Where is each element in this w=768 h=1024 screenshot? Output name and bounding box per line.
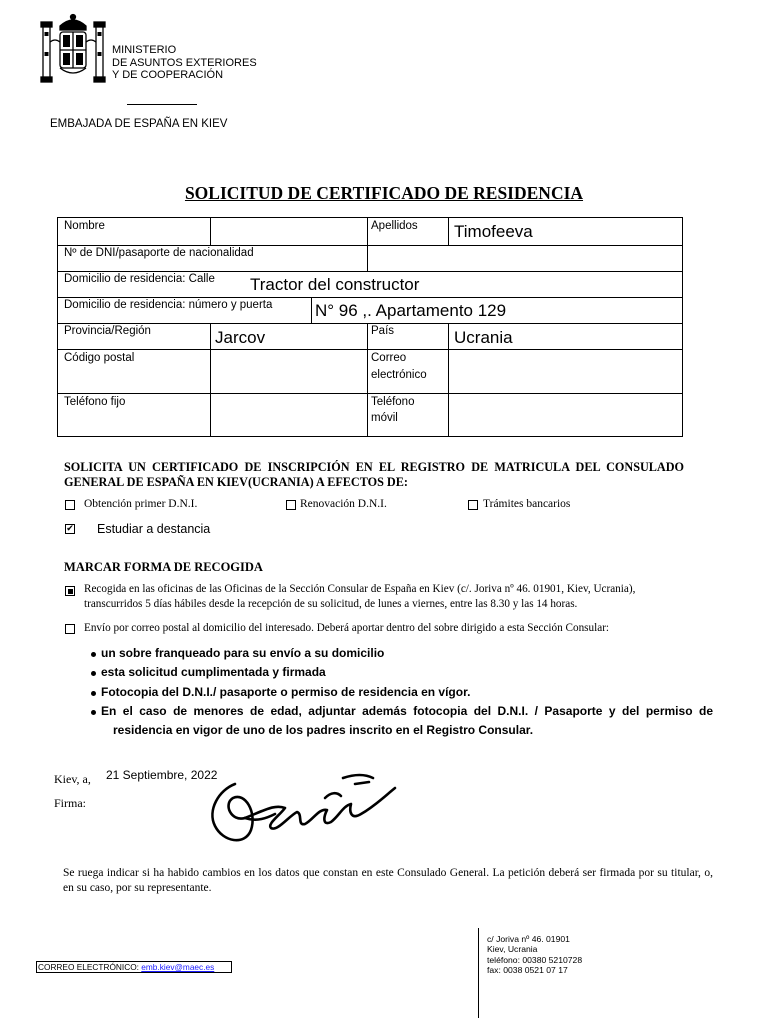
table-rule (367, 245, 368, 271)
ministry-name (112, 44, 257, 82)
nombre-label: Nombre (64, 220, 105, 232)
requirement-item-continuation: residencia en vigor de uno de los padres inscrito en el Registro Consular. (113, 723, 534, 737)
email-link[interactable]: emb.kiev@maec.es (141, 962, 215, 972)
bullet-icon (91, 691, 96, 696)
email-footer (36, 961, 232, 973)
header-divider (127, 104, 197, 105)
checkbox-envio-postal[interactable] (65, 624, 75, 634)
consulate-address (487, 934, 582, 975)
table-rule (448, 323, 449, 436)
envio-postal-text: Envío por correo postal al domicilio del interesado. Deberá aportar dentro del sobre dirigido a esta Sección Consular: (84, 622, 610, 634)
place-label: Kiev, a, (54, 772, 91, 786)
table-rule (58, 393, 682, 394)
ministry-line-3: Y DE COOPERACIÓN (112, 69, 224, 81)
codigo-postal-label: Código postal (64, 352, 135, 364)
phone-number: teléfono: 00380 5210728 (487, 954, 583, 965)
fax-number: fax: 0038 0521 07 17 (487, 964, 568, 975)
ministry-line-1: MINISTERIO (112, 44, 177, 56)
telefono-movil-label-line-1: Teléfono (371, 396, 415, 408)
table-rule (367, 218, 368, 245)
numero-field[interactable]: N° 96 ,. Apartamento 129 (315, 301, 507, 320)
page-title (0, 183, 768, 204)
correo-label-line-1: Correo (371, 352, 407, 364)
pais-label: País (371, 325, 395, 337)
apellidos-field[interactable]: Timofeeva (454, 222, 533, 241)
telefono-fijo-label: Teléfono fijo (64, 396, 126, 408)
requirement-item: En el caso de menores de edad, adjuntar además fotocopia del D.N.I. / Pasaporte y del permiso de (101, 704, 713, 718)
bullet-icon (91, 652, 96, 657)
calle-field[interactable]: Tractor del constructor (250, 275, 420, 294)
checkbox-renovacion-dni-label: Renovación D.N.I. (300, 498, 387, 510)
checkbox-tramites-bancarios-label: Trámites bancarios (483, 498, 571, 510)
table-rule (311, 297, 312, 323)
calle-label: Domicilio de residencia: Calle (64, 273, 215, 285)
checkbox-primer-dni-label: Obtención primer D.N.I. (84, 498, 198, 510)
table-rule (210, 323, 211, 436)
table-rule (58, 349, 682, 350)
table-rule (448, 218, 449, 245)
correo-label-line-2: electrónico (371, 369, 427, 381)
numero-label: Domicilio de residencia: número y puerta (64, 299, 273, 311)
provincia-label: Provincia/Región (64, 325, 151, 337)
provincia-field[interactable]: Jarcov (215, 328, 266, 347)
telefono-movil-label-line-2: móvil (371, 412, 398, 424)
recogida-oficina-text: Recogida en las oficinas de las Oficinas de la Sección Consular de España en Kiev (c/. Joriva nº 46. 01901, Kiev, Ucrania), transcurridos 5 días hábiles desde la recepción de su solicitud, de lunes a viernes, entre las 8.30 y las 14 horas. (84, 583, 636, 610)
apellidos-label: Apellidos (371, 220, 418, 232)
requirement-item: esta solicitud cumplimentada y firmada (101, 665, 326, 679)
embassy-name: EMBAJADA DE ESPAÑA EN KIEV (50, 118, 228, 130)
table-rule (367, 323, 368, 436)
dni-label: Nº de DNI/pasaporte de nacionalidad (64, 247, 254, 259)
pickup-heading: MARCAR FORMA DE RECOGIDA (64, 560, 263, 574)
requirement-item: Fotocopia del D.N.I./ pasaporte o permiso de residencia en vígor. (101, 685, 471, 699)
table-rule (210, 218, 211, 245)
coat-of-arms-logo (38, 12, 108, 90)
address-line-1: c/ Joriva nº 46. 01901 (487, 934, 570, 944)
ministry-line-2: DE ASUNTOS EXTERIORES (112, 56, 257, 69)
page-title-text: SOLICITUD DE CERTIFICADO DE RESIDENCIA (184, 183, 584, 203)
checkbox-renovacion-dni[interactable] (286, 500, 296, 510)
email-label: CORREO ELECTRÓNICO: (38, 962, 139, 972)
checkbox-recogida-oficina[interactable] (65, 586, 75, 596)
request-statement: SOLICITA UN CERTIFICADO DE INSCRIPCIÓN EN EL REGISTRO DE MATRICULA DEL CONSULADO GENERAL DE ESPAÑA EN KIEV(UCRANIA) A EFECTOS DE: (64, 460, 684, 489)
handwritten-signature (205, 770, 400, 850)
requirement-item: un sobre franqueado para su envío a su domicilio (101, 646, 385, 660)
footer-divider (478, 928, 479, 1018)
address-line-2: Kiev, Ucrania (487, 944, 538, 955)
checkbox-filled-mark (68, 589, 73, 594)
date-field[interactable]: 21 Septiembre, 2022 (106, 768, 218, 782)
signature-label: Firma: (54, 796, 86, 810)
bullet-icon (91, 710, 96, 715)
checkbox-tramites-bancarios[interactable] (468, 500, 478, 510)
checkbox-estudiar-distancia-label: Estudiar a destancia (97, 522, 211, 536)
checkbox-primer-dni[interactable] (65, 500, 75, 510)
table-rule (58, 323, 682, 324)
footer-note: Se ruega indicar si ha habido cambios en los datos que constan en este Consulado General. La petición deberá ser firmada por su titular, o, en su caso, por su representante. (63, 867, 713, 894)
pais-field[interactable]: Ucrania (454, 328, 513, 347)
bullet-icon (91, 671, 96, 676)
checkbox-estudiar-distancia[interactable]: ✔ (66, 524, 74, 534)
applicant-data-table (57, 217, 683, 437)
